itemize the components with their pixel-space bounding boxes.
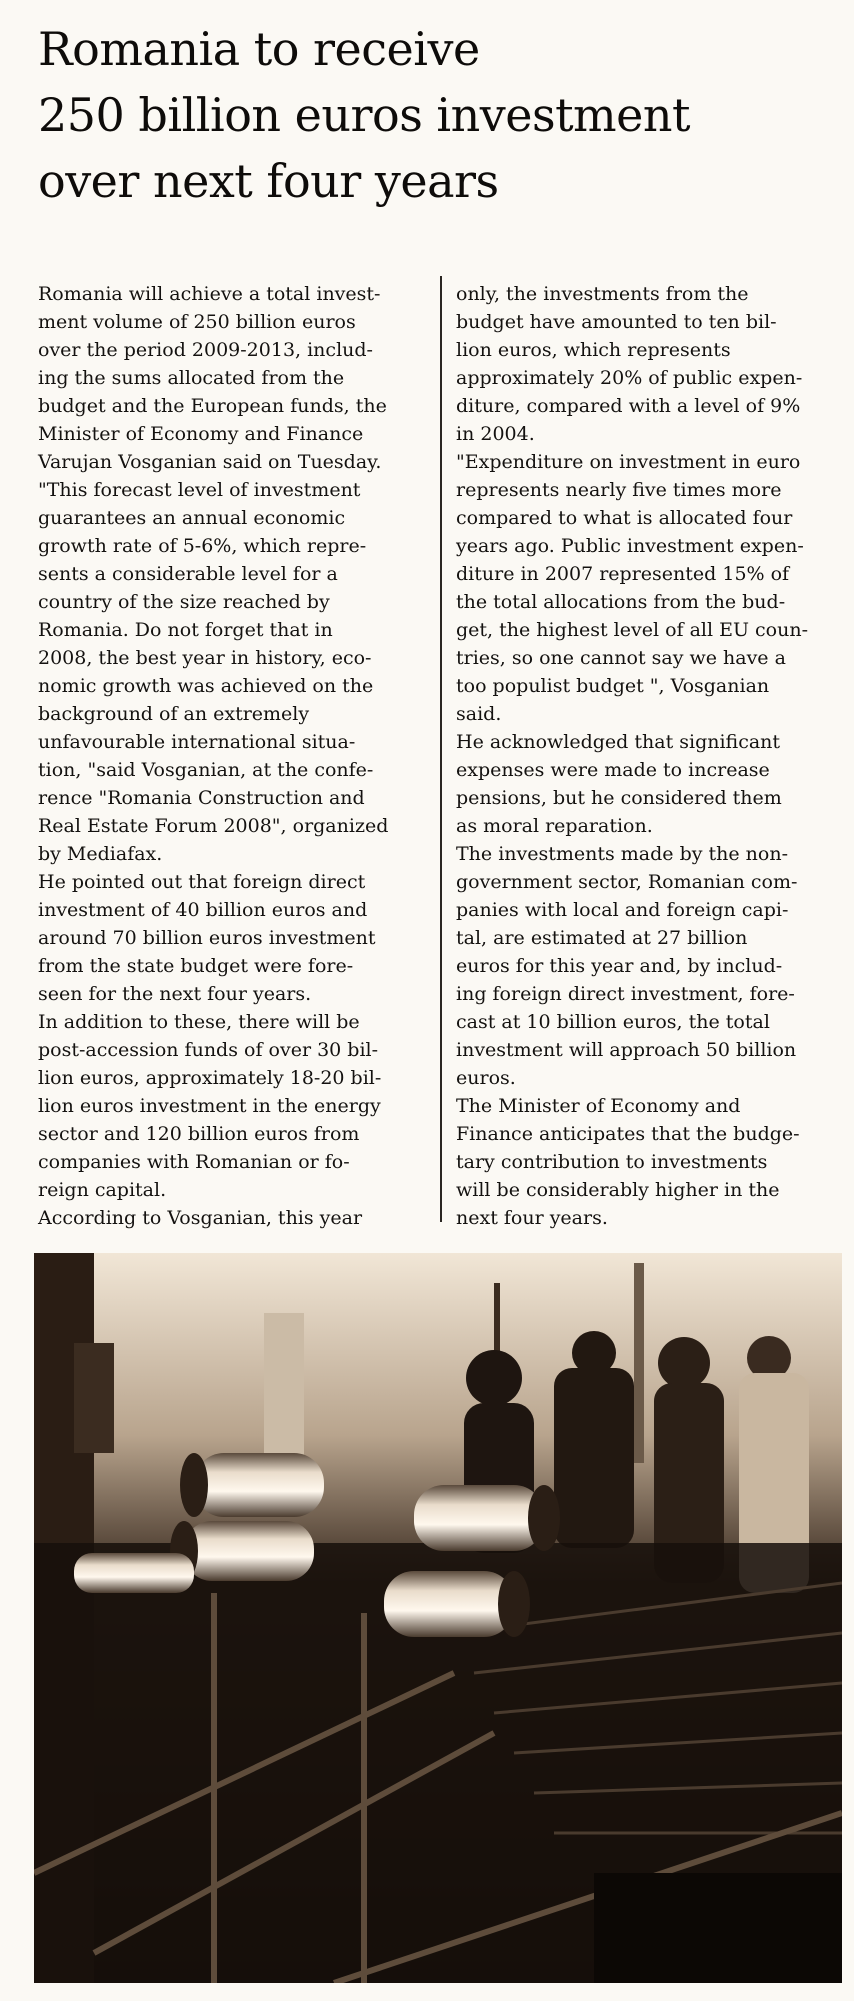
article-text-line: He acknowledged that significant (456, 731, 781, 753)
article-text-line: 2008, the best year in history, eco- (38, 647, 372, 669)
article-text-line: rence "Romania Construction and (38, 787, 365, 809)
article-text-line: government sector, Romanian com- (456, 871, 798, 893)
article-text-line: cast at 10 billion euros, the total (456, 1011, 770, 1033)
article-text-line: tary contribution to investments (456, 1151, 768, 1173)
article-text-line: approximately 20% of public expen- (456, 367, 803, 389)
article-text-line: country of the size reached by (38, 591, 330, 613)
article-text-line: ing foreign direct investment, fore- (456, 983, 795, 1005)
article-text-line: panies with local and foreign capi- (456, 899, 789, 921)
factory-photo (34, 1253, 842, 1983)
article-text-line: compared to what is allocated four (456, 507, 793, 529)
article-text-line: diture, compared with a level of 9% (456, 395, 801, 417)
article-text-line: ment volume of 250 billion euros (38, 311, 356, 333)
article-text-line: by Mediafax. (38, 843, 163, 865)
article-text-line: growth rate of 5-6%, which repre- (38, 535, 367, 557)
article-column-right (456, 280, 848, 1232)
article-text-line: "Expenditure on investment in euro (456, 451, 801, 473)
article-text-line: euros. (456, 1067, 516, 1089)
article-text-line: post-accession funds of over 30 bil- (38, 1039, 379, 1061)
article-text-line: He pointed out that foreign direct (38, 871, 366, 893)
article-headline (38, 16, 838, 214)
headline-line: Romania to receive (38, 22, 480, 76)
article-text-line: said. (456, 703, 502, 725)
article-text-line: nomic growth was achieved on the (38, 675, 374, 697)
article-text-line: reign capital. (38, 1179, 167, 1201)
article-text-line: background of an extremely (38, 703, 310, 725)
article-text-line: will be considerably higher in the (456, 1179, 780, 1201)
article-text-line: Romania will achieve a total invest- (38, 283, 381, 305)
headline-line: 250 billion euros investment (38, 88, 691, 142)
article-text-line: sents a considerable level for a (38, 563, 338, 585)
article-text-line: Romania. Do not forget that in (38, 619, 333, 641)
article-text-line: get, the highest level of all EU coun- (456, 619, 809, 641)
article-text-line: lion euros, approximately 18-20 bil- (38, 1067, 382, 1089)
article-text-line: Minister of Economy and Finance (38, 423, 364, 445)
article-text-line: pensions, but he considered them (456, 787, 782, 809)
article-text-line: years ago. Public investment expen- (456, 535, 804, 557)
article-text-line: the total allocations from the bud- (456, 591, 786, 613)
article-text-line: unfavourable international situa- (38, 731, 356, 753)
article-text-line: tries, so one cannot say we have a (456, 647, 786, 669)
article-text-line: from the state budget were fore- (38, 955, 354, 977)
article-text-line: euros for this year and, by includ- (456, 955, 783, 977)
article-text-line: seen for the next four years. (38, 983, 312, 1005)
article-text-line: ing the sums allocated from the (38, 367, 345, 389)
article-text-line: guarantees an annual economic (38, 507, 346, 529)
article-text-line: only, the investments from the (456, 283, 749, 305)
article-text-line: tal, are estimated at 27 billion (456, 927, 748, 949)
article-text-line: tion, "said Vosganian, at the confe- (38, 759, 374, 781)
article-text-line: budget have amounted to ten bil- (456, 311, 777, 333)
article-text-line: as moral reparation. (456, 815, 653, 837)
article-text-line: In addition to these, there will be (38, 1011, 360, 1033)
headline-line: over next four years (38, 154, 499, 208)
article-text-line: "This forecast level of investment (38, 479, 361, 501)
article-text-line: too populist budget ", Vosganian (456, 675, 770, 697)
article-text-line: in 2004. (456, 423, 535, 445)
article-text-line: investment of 40 billion euros and (38, 899, 368, 921)
article-text-line: According to Vosganian, this year (38, 1207, 363, 1229)
article-text-line: next four years. (456, 1207, 608, 1229)
article-text-line: lion euros investment in the energy (38, 1095, 381, 1117)
article-text-line: companies with Romanian or fo- (38, 1151, 350, 1173)
article-text-line: budget and the European funds, the (38, 395, 387, 417)
article-text-line: Finance anticipates that the budge- (456, 1123, 800, 1145)
article-text-line: Real Estate Forum 2008", organized (38, 815, 389, 837)
article-text-line: investment will approach 50 billion (456, 1039, 797, 1061)
article-text-line: diture in 2007 represented 15% of (456, 563, 790, 585)
article-text-line: over the period 2009-2013, includ- (38, 339, 373, 361)
article-text-line: lion euros, which represents (456, 339, 731, 361)
article-text-line: expenses were made to increase (456, 759, 770, 781)
article-text-line: represents nearly five times more (456, 479, 782, 501)
article-text-line: around 70 billion euros investment (38, 927, 376, 949)
article-text-line: The Minister of Economy and (456, 1095, 741, 1117)
column-divider (440, 276, 442, 1222)
article-text-line: Varujan Vosganian said on Tuesday. (38, 451, 382, 473)
article-text-line: The investments made by the non- (456, 843, 789, 865)
article-column-left (38, 280, 448, 1232)
article-text-line: sector and 120 billion euros from (38, 1123, 360, 1145)
